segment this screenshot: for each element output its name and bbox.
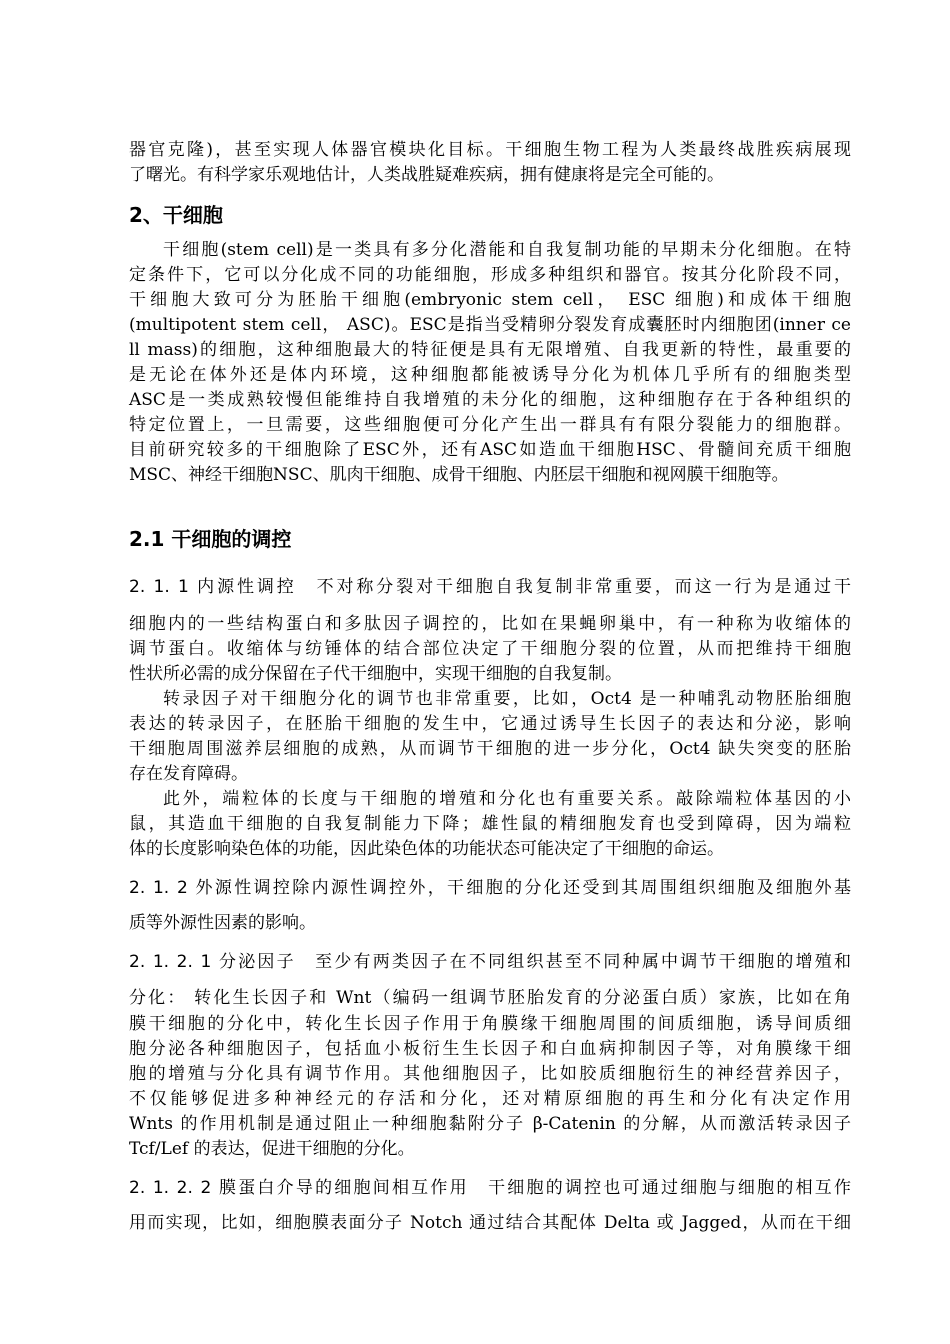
- s2-line-2: 定条件下，它可以分化成不同的功能细胞，形成多种组织和器官。按其分化阶段不同，: [129, 265, 851, 285]
- s2121-first: 至少有两类因子在不同组织甚至不同种属中调节干细胞的增殖和: [315, 952, 852, 972]
- s211-p2-line-2: 表达的转录因子，在胚胎干细胞的发生中，它通过诱导生长因子的表达和分泌，影响: [129, 714, 851, 734]
- s2121-line-8: Tcf/Lef 的表达，促进干细胞的分化。: [129, 1139, 415, 1159]
- intro-line-1: 器官克隆)，甚至实现人体器官模块化目标。干细胞生物工程为人类最终战胜疾病展现: [129, 140, 851, 160]
- s212-first: 除内源性调控外，干细胞的分化还受到其周围组织细胞及细胞外基: [292, 878, 852, 898]
- s2121-line-6: 不仅能够促进多种神经元的存活和分化，还对精原细胞的再生和分化有决定作用: [129, 1089, 851, 1109]
- s2-line-1: 干细胞(stem cell)是一类具有多分化潜能和自我复制功能的早期未分化细胞。在特: [163, 240, 851, 260]
- s211-line-2: 细胞内的一些结构蛋白和多肽因子调控的，比如在果蝇卵巢中，有一种称为收缩体的: [129, 614, 851, 634]
- s211-p2-line-4: 存在发育障碍。: [129, 764, 248, 784]
- s2122-first: 干细胞的调控也可通过细胞与细胞的相互作: [488, 1178, 852, 1198]
- s2-line-6: 是无论在体外还是体内环境，这种细胞都能被诱导分化为机体几乎所有的细胞类型: [129, 365, 851, 385]
- s211-line-1: [129, 575, 851, 599]
- s2-line-8: 特定位置上，一旦需要，这些细胞便可分化产生出一群具有有限分裂能力的细胞群。: [129, 415, 851, 435]
- s2121-line-5: 胞的增殖与分化具有调节作用。其他细胞因子，比如胶质细胞衍生的神经营养因子，: [129, 1064, 851, 1084]
- section-2-1-heading: 2.1 干细胞的调控: [129, 527, 292, 551]
- s211-p2-line-3: 干细胞周围滋养层细胞的成熟，从而调节干细胞的进一步分化，Oct4 缺失突变的胚胎: [129, 739, 851, 759]
- s2-line-7: ASC是一类成熟较慢但能维持自我增殖的未分化的细胞，这种细胞存在于各种组织的: [129, 390, 851, 410]
- s212-line-1: [129, 876, 851, 900]
- s2121-line-2: 分化： 转化生长因子和 Wnt（编码一组调节胚胎发育的分泌蛋白质）家族，比如在角: [129, 988, 851, 1008]
- s2122-line-2: 用而实现，比如，细胞膜表面分子 Notch 通过结合其配体 Delta 或 Jagged，从而在干细: [129, 1213, 851, 1233]
- s212-line-2: 质等外源性因素的影响。: [129, 913, 316, 933]
- intro-line-2: 了曙光。有科学家乐观地估计，人类战胜疑难疾病，拥有健康将是完全可能的。: [129, 165, 724, 185]
- s2121-line-3: 膜干细胞的分化中，转化生长因子作用于角膜缘干细胞周围的间质细胞，诱导间质细: [129, 1014, 851, 1034]
- s2121-line-1: [129, 950, 851, 974]
- s211-line-4: 性状所必需的成分保留在子代干细胞中，实现干细胞的自我复制。: [129, 664, 622, 684]
- s2-line-10: MSC、神经干细胞NSC、肌肉干细胞、成骨干细胞、内胚层干细胞和视网膜干细胞等。: [129, 465, 789, 485]
- s2121-line-4: 胞分泌各种细胞因子，包括血小板衍生生长因子和白血病抑制因子等，对角膜缘干细: [129, 1039, 851, 1059]
- s211-p3-line-3: 体的长度影响染色体的功能，因此染色体的功能状态可能决定了干细胞的命运。: [129, 839, 724, 859]
- s211-first: 不对称分裂对干细胞自我复制非常重要，而这一行为是通过干: [316, 577, 852, 597]
- s2121-label: 2. 1. 2. 1 分泌因子: [129, 952, 296, 972]
- s211-line-3: 调节蛋白。收缩体与纺锤体的结合部位决定了干细胞分裂的位置，从而把维持干细胞: [129, 639, 851, 659]
- section-2-heading: 2、干细胞: [129, 203, 223, 227]
- s211-p3-line-2: 鼠，其造血干细胞的自我复制能力下降；雄性鼠的精细胞发育也受到障碍，因为端粒: [129, 814, 851, 834]
- s2121-line-7: Wnts 的作用机制是通过阻止一种细胞黏附分子 β-Catenin 的分解，从而激活转录因子: [129, 1114, 851, 1134]
- s211-p2-line-1: 转录因子对干细胞分化的调节也非常重要，比如，Oct4 是一种哺乳动物胚胎细胞: [163, 689, 851, 709]
- s2-line-3: 干细胞大致可分为胚胎干细胞(embryonic stem cell， ESC 细胞)和成体干细胞: [129, 290, 851, 310]
- s211-p3-line-1: 此外，端粒体的长度与干细胞的增殖和分化也有重要关系。敲除端粒体基因的小: [163, 789, 851, 809]
- s2-line-4: (multipotent stem cell， ASC)。ESC是指当受精卵分裂发育成囊胚时内细胞团(inner ce: [129, 315, 851, 335]
- s2122-label: 2. 1. 2. 2 膜蛋白介导的细胞间相互作用: [129, 1178, 469, 1198]
- s211-label: 2. 1. 1 内源性调控: [129, 577, 297, 597]
- s2122-line-1: [129, 1176, 851, 1200]
- s212-label: 2. 1. 2 外源性调控: [129, 878, 293, 898]
- s2-line-9: 目前研究较多的干细胞除了ESC外，还有ASC如造血干细胞HSC、骨髓间充质干细胞: [129, 440, 851, 460]
- s2-line-5: ll mass)的细胞，这种细胞最大的特征便是具有无限增殖、自我更新的特性，最重要的: [129, 340, 851, 360]
